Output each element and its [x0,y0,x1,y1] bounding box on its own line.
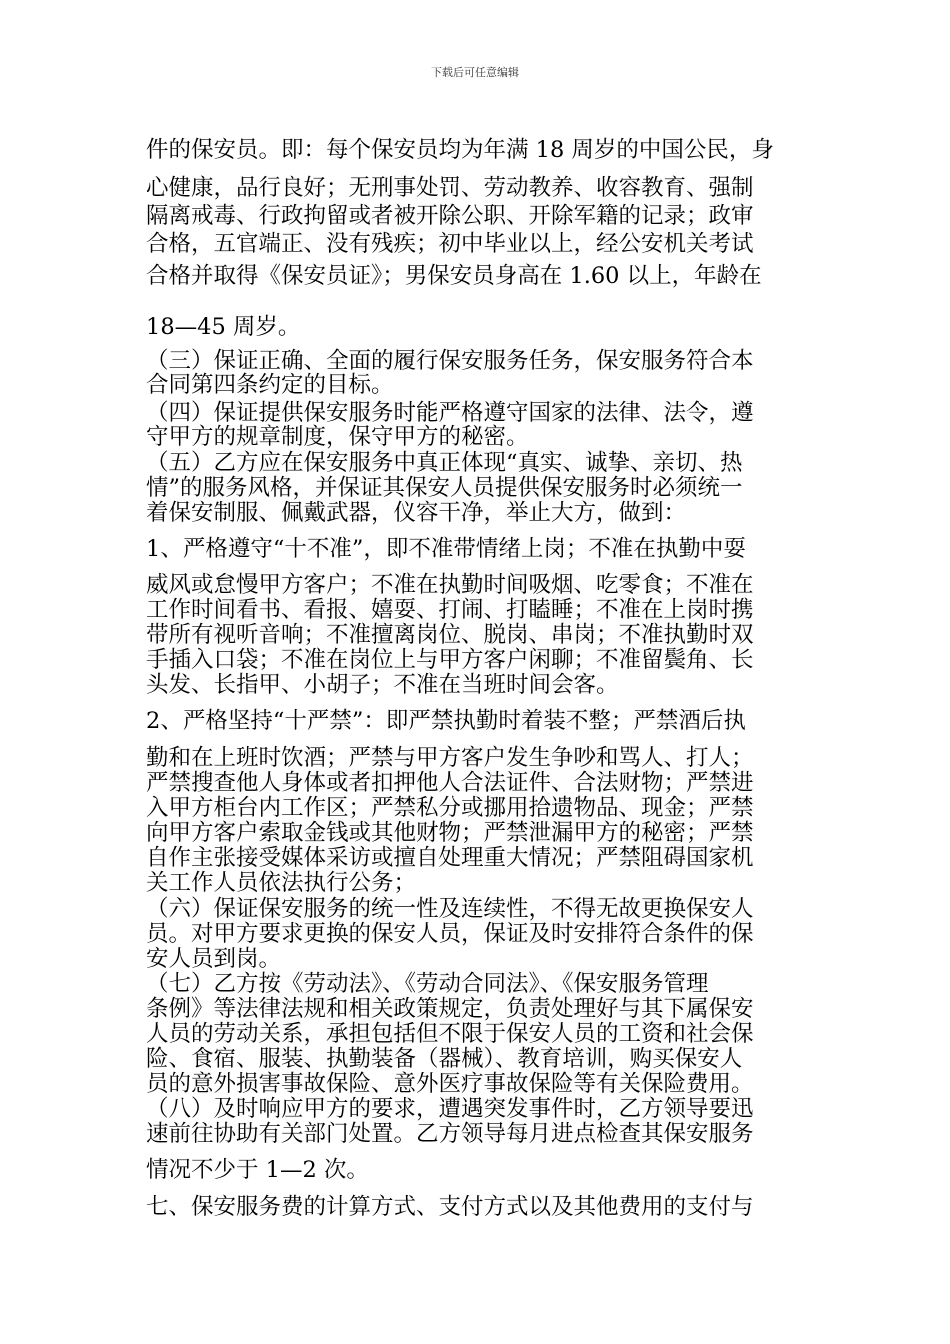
text-line: （三）保证正确、全面的履行保安服务任务，保安服务符合本 [146,348,754,374]
text-line: 险、食宿、服装、执勤装备（器械）、教育培训，购买保安人 [146,1046,743,1072]
text-line: 员的意外损害事故保险、意外医疗事故保险等有关保险费用。 [146,1071,754,1097]
text-line: 工作时间看书、看报、嬉耍、打闹、打瞌睡；不准在上岗时携 [146,597,754,623]
text-line: 头发、长指甲、小胡子；不准在当班时间会客。 [146,672,619,698]
text-line: （五）乙方应在保安服务中真正体现“真实、诚挚、亲切、热 [146,450,743,476]
text-line: 心健康，品行良好；无刑事处罚、劳动教养、收容教育、强制 [146,175,754,201]
page-header-note: 下载后可任意编辑 [431,66,519,79]
text-line: 速前往协助有关部门处置。乙方领导每月进点检查其保安服务 [146,1121,754,1147]
text-line: 手插入口袋；不准在岗位上与甲方客户闲聊；不准留鬓角、长 [146,647,754,673]
text-line: 着保安制服、佩戴武器，仪容干净，举止大方，做到： [146,500,687,526]
text-line: 合格并取得《保安员证》；男保安员身高在 1.60 以上，年龄在 [146,263,762,289]
text-line: 员。对甲方要求更换的保安人员，保证及时安排符合条件的保 [146,921,754,947]
text-line: 条例》等法律法规和相关政策规定，负责处理好与其下属保安 [146,996,754,1022]
text-line: （四）保证提供保安服务时能严格遵守国家的法律、法令，遵 [146,400,754,426]
text-line: 1、严格遵守“十不准”，即不准带情绪上岗；不准在执勤中耍 [146,536,746,562]
text-line: 情”的服务风格，并保证其保安人员提供保安服务时必须统一 [146,475,743,501]
text-line: 向甲方客户索取金钱或其他财物；严禁泄漏甲方的秘密；严禁 [146,820,754,846]
text-line: （七）乙方按《劳动法》、《劳动合同法》、《保安服务管理 [146,971,709,997]
text-line: 人员的劳动关系，承担包括但不限于保安人员的工资和社会保 [146,1021,754,1047]
text-line: 勤和在上班时饮酒；严禁与甲方客户发生争吵和骂人、打人； [146,745,754,771]
text-line: 隔离戒毒、行政拘留或者被开除公职、开除军籍的记录；政审 [146,203,754,229]
text-line: 守甲方的规章制度，保守甲方的秘密。 [146,424,529,450]
text-line: 18—45 周岁。 [146,314,301,340]
text-line: （八）及时响应甲方的要求，遭遇突发事件时，乙方领导要迅 [146,1096,754,1122]
text-line: 自作主张接受媒体采访或擅自处理重大情况；严禁阻碍国家机 [146,845,754,871]
text-line: 关工作人员依法执行公务； [146,870,417,896]
text-line: 合格，五官端正、没有残疾；初中毕业以上，经公安机关考试 [146,231,754,257]
text-line: 严禁搜查他人身体或者扣押他人合法证件、合法财物；严禁进 [146,770,754,796]
text-line: 威风或怠慢甲方客户；不准在执勤时间吸烟、吃零食；不准在 [146,572,754,598]
text-line: 情况不少于 1—2 次。 [146,1157,369,1183]
text-line: （六）保证保安服务的统一性及连续性，不得无故更换保安人 [146,896,754,922]
text-line: 件的保安员。即：每个保安员均为年满 18 周岁的中国公民，身 [146,137,774,163]
text-line: 合同第四条约定的目标。 [146,372,394,398]
text-line: 带所有视听音响；不准擅离岗位、脱岗、串岗；不准执勤时双 [146,622,754,648]
text-line: 入甲方柜台内工作区；严禁私分或挪用拾遗物品、现金；严禁 [146,795,754,821]
text-line: 七、保安服务费的计算方式、支付方式以及其他费用的支付与 [146,1194,754,1220]
text-line: 安人员到岗。 [146,946,282,972]
text-line: 2、严格坚持“十严禁”：即严禁执勤时着装不整；严禁酒后执 [146,708,746,734]
